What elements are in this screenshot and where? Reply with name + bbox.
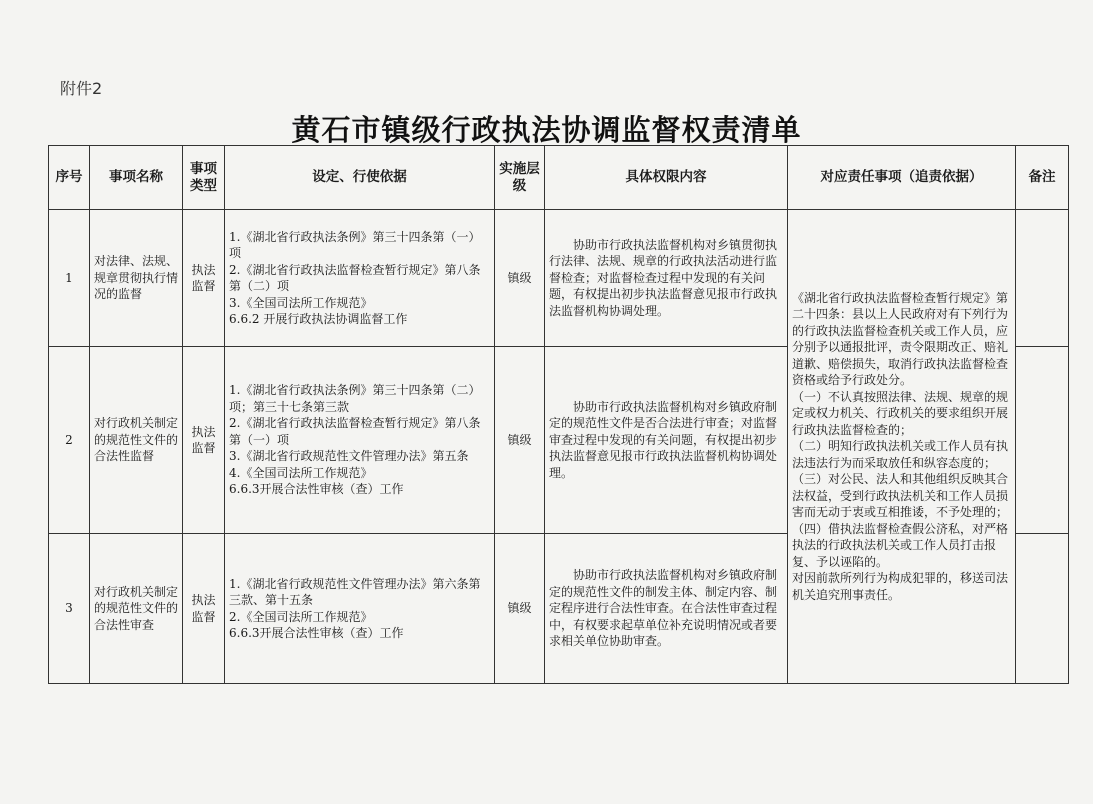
responsibility-paragraph: 对因前款所列行为构成犯罪的，移送司法机关追究刑事责任。 [792,571,1009,602]
row-content: 协助市行政执法监督机构对乡镇政府制定的规范性文件的制发主体、制定内容、制定程序进行合法性审查。在合法性审查过程中，有权要求起草单位补充说明情况或者要求相关单位协助审查。 [545,534,788,684]
basis-line: 1.《湖北省行政执法条例》第三十四条第（一）项 [229,229,481,260]
header-name: 事项名称 [90,146,183,210]
basis-line: 6.6.3开展合法性审核（查）工作 [229,626,404,640]
row-name: 对法律、法规、规章贯彻执行情况的监督 [90,210,183,347]
header-seq: 序号 [49,146,90,210]
row-type: 执法监督 [183,347,225,534]
basis-line: 2.《湖北省行政执法监督检查暂行规定》第八条第（二）项 [229,262,481,293]
basis-line: 1.《湖北省行政规范性文件管理办法》第六条第三款、第十五条 [229,576,481,607]
row-remark [1016,210,1069,347]
basis-line: 6.6.3开展合法性审核（查）工作 [229,482,404,497]
row-seq: 2 [49,347,90,534]
row-name: 对行政机关制定的规范性文件的合法性审查 [90,534,183,684]
header-basis: 设定、行使依据 [225,146,495,210]
attachment-label: 附件2 [60,79,103,98]
row-seq: 1 [49,210,90,347]
row-level: 镇级 [495,210,545,347]
row-remark [1016,534,1069,684]
basis-line: 1.《湖北省行政执法条例》第三十四条第（二）项；第三十七条第三款 [229,383,481,414]
document-title: 黄石市镇级行政执法协调监督权责清单 [291,113,802,147]
row-level: 镇级 [495,534,545,684]
basis-line: 3.《湖北省行政规范性文件管理办法》第五条 [229,449,469,464]
row-basis [225,210,495,347]
row-content: 协助市行政执法监督机构对乡镇政府制定的规范性文件是否合法进行审查；对监督审查过程中发现的有关问题，有权提出初步执法监督意见报市行政执法监督机构协调处理。 [545,347,788,534]
header-content: 具体权限内容 [545,146,788,210]
authority-table [48,145,1069,684]
header-remark: 备注 [1016,146,1069,210]
responsibility-paragraph: （一）不认真按照法律、法规、规章的规定或权力机关、行政机关的要求组织开展行政执法监督检查的； [792,389,1009,437]
basis-line: 3.《全国司法所工作规范》 [229,295,373,310]
header-level: 实施层级 [495,146,545,210]
row-basis [225,534,495,684]
row-basis [225,347,495,534]
header-responsibility: 对应责任事项（追责依据） [788,146,1016,210]
responsibility-paragraph: （二）明知行政执法机关或工作人员有执法违法行为而采取放任和纵容态度的； [792,439,1009,470]
basis-line: 6.6.2 开展行政执法协调监督工作 [229,312,408,326]
row-type: 执法监督 [183,210,225,347]
basis-line: 2.《湖北省行政执法监督检查暂行规定》第八条第（一）项 [229,416,481,447]
responsibility-paragraph: 《湖北省行政执法监督检查暂行规定》第二十四条：县以上人民政府对有下列行为的行政执法监督检查机关或工作人员，应分别予以通报批评，责令限期改正、赔礼道歉、赔偿损失，取消行政执法监督检查资格或给予行政处分。 [792,290,1009,388]
row-seq: 3 [49,534,90,684]
row-remark [1016,347,1069,534]
row-type: 执法监督 [183,534,225,684]
row-content: 协助市行政执法监督机构对乡镇贯彻执行法律、法规、规章的行政执法活动进行监督检查；对监督检查过程中发现的有关问题，有权提出初步执法监督意见报市行政执法监督机构协调处理。 [545,210,788,347]
row-level: 镇级 [495,347,545,534]
basis-line: 4.《全国司法所工作规范》 [229,465,373,480]
header-type: 事项类型 [183,146,225,210]
table-row [49,210,1069,347]
responsibility-cell [788,210,1016,684]
responsibility-paragraph: （四）借执法监督检查假公济私，对严格执法的行政执法机关或工作人员打击报复、予以诬陷的。 [792,521,1009,569]
responsibility-paragraph: （三）对公民、法人和其他组织反映其合法权益，受到行政执法机关和工作人员损害而无动于衷或互相推诿，不予处理的； [792,472,1009,520]
row-name: 对行政机关制定的规范性文件的合法性监督 [90,347,183,534]
basis-line: 2.《全国司法所工作规范》 [229,609,373,624]
header-row [49,146,1069,210]
